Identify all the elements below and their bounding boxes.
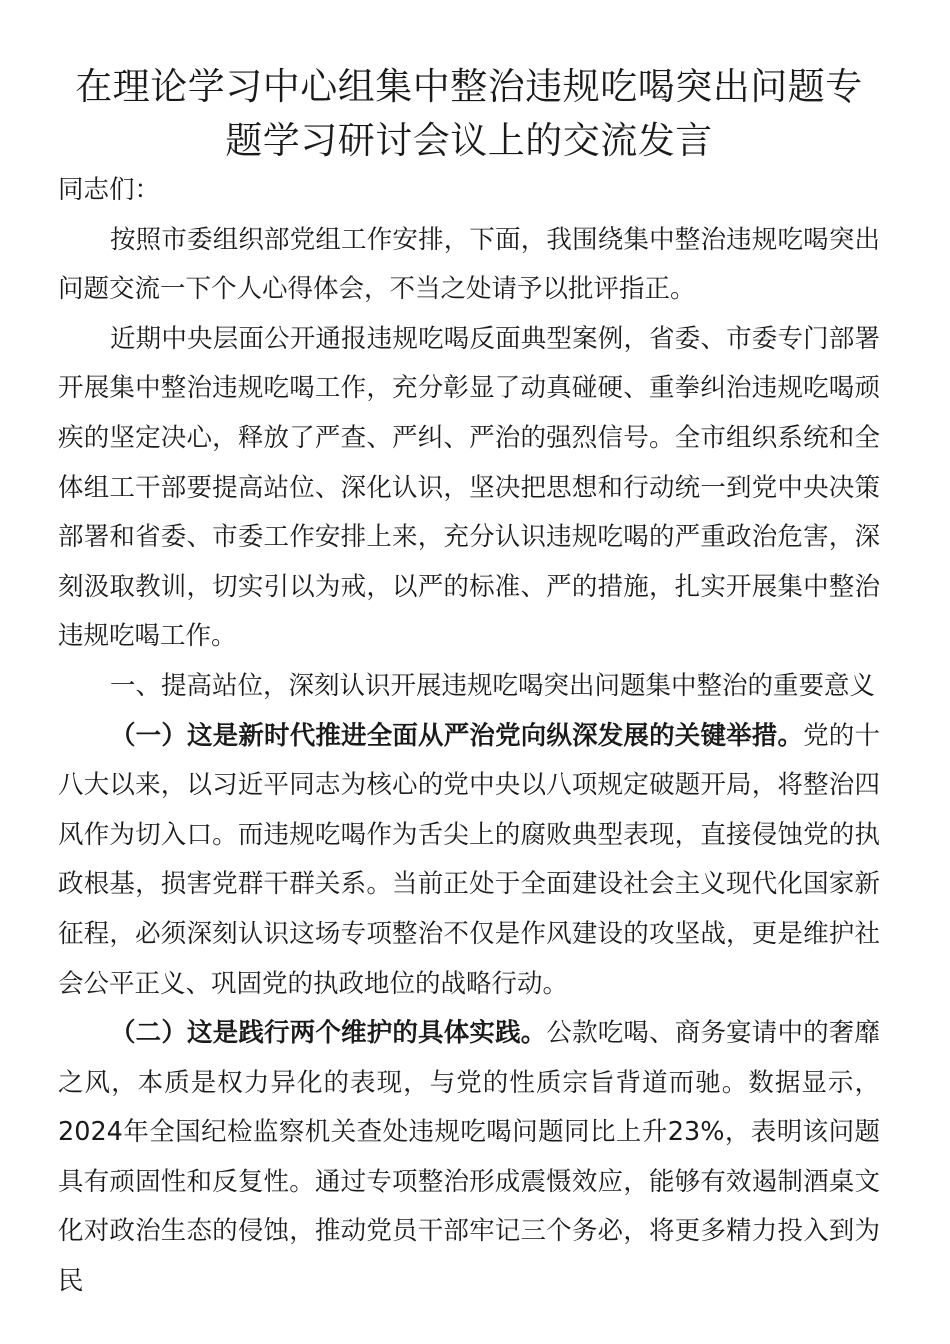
subsection-1-heading: （一）这是新时代推进全面从严治党向纵深发展的关键举措。 — [110, 720, 804, 751]
subsection-1-body: 党的十八大以来，以习近平同志为核心的党中央以八项规定破题开局，将整治四风作为切入口。而违规吃喝作为舌尖上的腐败典型表现，直接侵蚀党的执政根基，损害党群干群关系。当前正处于全面建设社会主义现代化国家新征程，必须深刻认识这场专项整治不仅是作风建设的攻坚战，更是维护社会公平正义、巩固党的执政地位的战略行动。 — [58, 720, 880, 999]
subsection-1 — [58, 712, 880, 1010]
section-heading-1: 一、提高站位，深刻认识开展违规吃喝突出问题集中整治的重要意义 — [110, 670, 876, 701]
document-title: 在理论学习中心组集中整治违规吃喝突出问题专题学习研讨会议上的交流发言 — [75, 65, 863, 162]
paragraph-intro: 按照市委组织部党组工作安排，下面，我围绕集中整治违规吃喝突出问题交流一下个人心得体会，不当之处请予以批评指正。 — [58, 224, 880, 305]
subsection-2-heading: （二）这是践行两个维护的具体实践。 — [110, 1018, 547, 1049]
paragraph-background: 近期中央层面公开通报违规吃喝反面典型案例，省委、市委专门部署开展集中整治违规吃喝工作，充分彰显了动真碰硬、重拳纠治违规吃喝顽疾的坚定决心，释放了严查、严纠、严治的强烈信号。全市组织系统和全体组工干部要提高站位、深化认识，坚决把思想和行动统一到党中央决策部署和省委、市委工作安排上来，充分认识违规吃喝的严重政治危害，深刻汲取教训，切实引以为戒，以严的标准、严的措施，扎实开展集中整治违规吃喝工作。 — [58, 323, 880, 652]
subsection-2-body: 公款吃喝、商务宴请中的奢靡之风，本质是权力异化的表现，与党的性质宗旨背道而驰。数据显示，2024年全国纪检监察机关查处违规吃喝问题同比上升23%，表明该问题具有顽固性和反复性。通过专项整治形成震慑效应，能够有效遏制酒桌文化对政治生态的侵蚀，推动党员干部牢记三个务必，将更多精力投入到为民 — [58, 1018, 880, 1297]
subsection-2 — [58, 1009, 880, 1307]
document-page — [58, 60, 880, 1307]
salutation: 同志们： — [58, 175, 161, 205]
